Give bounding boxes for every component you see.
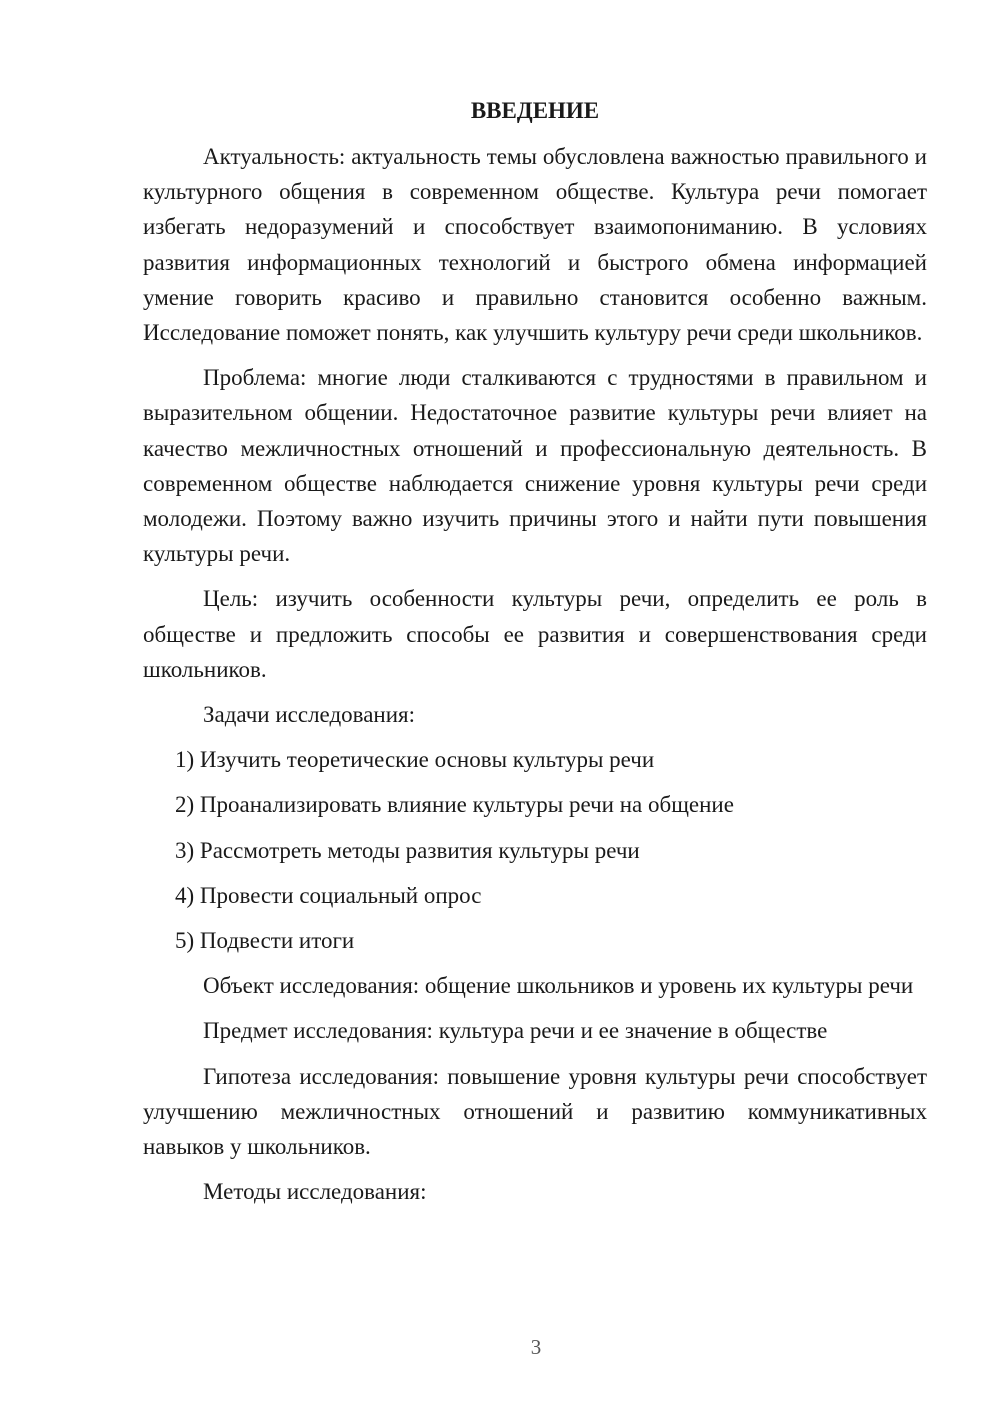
- list-item: 2) Проанализировать влияние культуры речи на общение: [175, 792, 734, 818]
- relevance-paragraph: Актуальность: актуальность темы обусловлена важностью правильного и культурного общения в современном обществе. Культура речи помогает избегать недоразумений и способствует взаимопониманию. В условиях развития информационных технологий и быстрого обмена информацией умение говорить красиво и правильно становится особенно важным. Исследование поможет понять, как улучшить культуру речи среди школьников.: [143, 144, 927, 346]
- subject-paragraph: Предмет исследования: культура речи и ее значение в обществе: [203, 1018, 828, 1044]
- page-title: ВВЕДЕНИЕ: [470, 98, 600, 123]
- list-item: 1) Изучить теоретические основы культуры речи: [175, 747, 655, 773]
- list-item: 3) Рассмотреть методы развития культуры речи: [175, 837, 640, 863]
- problem-paragraph: Проблема: многие люди сталкиваются с трудностями в правильном и выразительном общении. Недостаточное развитие культуры речи влияет на качество межличностных отношений и профессиональную деятельность. В современном обществе наблюдается снижение уровня культуры речи среди молодежи. Поэтому важно изучить причины этого и найти пути повышения культуры речи.: [143, 365, 927, 567]
- goal-paragraph: Цель: изучить особенности культуры речи, определить ее роль в обществе и предложить способы ее развития и совершенствования среди школьников.: [143, 586, 927, 682]
- list-item: 4) Провести социальный опрос: [175, 882, 482, 908]
- object-paragraph: Объект исследования: общение школьников и уровень их культуры речи: [203, 973, 914, 999]
- list-item: 5) Подвести итоги: [175, 928, 355, 954]
- tasks-title: Задачи исследования:: [203, 702, 416, 728]
- methods-title: Методы исследования:: [203, 1179, 427, 1205]
- page-number: 3: [530, 1335, 542, 1359]
- hypothesis-paragraph: Гипотеза исследования: повышение уровня культуры речи способствует улучшению межличностных отношений и развитию коммуникативных навыков у школьников.: [143, 1063, 927, 1160]
- document-page: [143, 95, 927, 1219]
